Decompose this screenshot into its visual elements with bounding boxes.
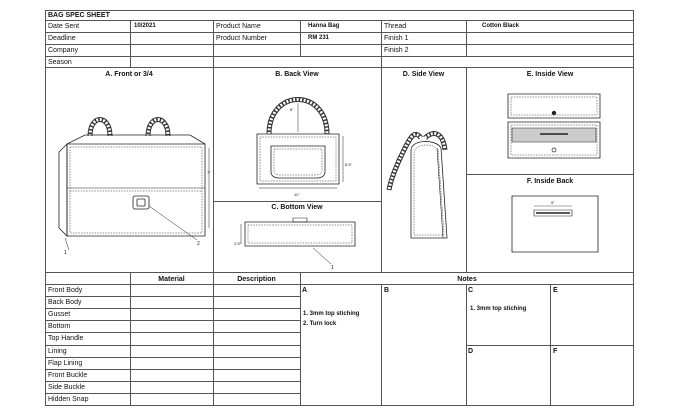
thread-value: Cotton Black [482, 23, 520, 29]
sheet-title: BAG SPEC SHEET [48, 12, 110, 19]
product-number-value: RM 231 [308, 35, 330, 41]
front-callout-2: 2 [197, 241, 200, 247]
bottom-depth-dim: 2.5" [234, 241, 241, 246]
finish1-label: Finish 1 [384, 35, 409, 42]
bottom-view-title: C. Bottom View [271, 204, 323, 211]
material-header: Material [158, 276, 185, 283]
inside-back-title: F. Inside Back [526, 178, 574, 185]
side-view-drawing [381, 78, 466, 272]
back-handle-dim: 6" [290, 107, 294, 112]
material-row-label: Hidden Snap [48, 396, 89, 403]
inside-back-drawing [466, 186, 634, 272]
material-row-label: Back Body [48, 299, 82, 306]
notes-f-label: F [553, 348, 558, 355]
material-row-label: Front Buckle [48, 372, 88, 379]
back-width-dim: 11" [294, 192, 300, 197]
side-view-title: D. Side View [402, 71, 445, 78]
bottom-callout-1: 1 [331, 265, 334, 271]
description-header: Description [237, 276, 276, 283]
notes-a-label: A [302, 287, 308, 294]
front-view-title: A. Front or 3/4 [105, 71, 153, 78]
material-row-label: Front Body [48, 287, 83, 294]
notes-header: Notes [457, 276, 477, 283]
notes-a-line-1: 1. 3mm top stiching [303, 311, 360, 317]
notes-c-text: 1. 3mm top stiching [470, 306, 527, 312]
material-row-label: Gusset [48, 311, 71, 318]
inside-view-drawing [466, 78, 634, 174]
material-row-label: Lining [48, 348, 67, 355]
season-label: Season [48, 59, 72, 66]
inside-back-dim: 5" [551, 200, 555, 205]
inside-view-title: E. Inside View [526, 71, 574, 78]
notes-d-label: D [468, 348, 474, 355]
material-row-label: Top Handle [48, 335, 84, 342]
finish2-label: Finish 2 [384, 47, 409, 54]
front-view-drawing [45, 78, 213, 272]
date-sent-value: 10/2021 [134, 23, 156, 29]
front-callout-1: 1 [64, 250, 67, 256]
product-name-value: Hanna Bag [308, 23, 340, 29]
thread-label: Thread [384, 23, 407, 30]
notes-b-label: B [384, 287, 390, 294]
company-label: Company [48, 47, 78, 54]
material-row-label: Bottom [48, 323, 71, 330]
front-side-dim: 7" [207, 170, 211, 175]
material-row-label: Side Buckle [48, 384, 85, 391]
product-number-label: Product Number [216, 35, 267, 42]
notes-a-line-2: 2. Turn lock [303, 321, 337, 327]
material-row-label: Flap Lining [48, 360, 83, 367]
back-view-drawing [213, 78, 381, 201]
deadline-label: Deadline [48, 35, 76, 42]
product-name-label: Product Name [216, 23, 261, 30]
back-height-dim: 8.5" [345, 162, 352, 167]
date-sent-label: Date Sent [48, 23, 80, 30]
back-view-title: B. Back View [275, 71, 319, 78]
notes-e-label: E [553, 287, 558, 294]
notes-c-label: C [468, 287, 474, 294]
